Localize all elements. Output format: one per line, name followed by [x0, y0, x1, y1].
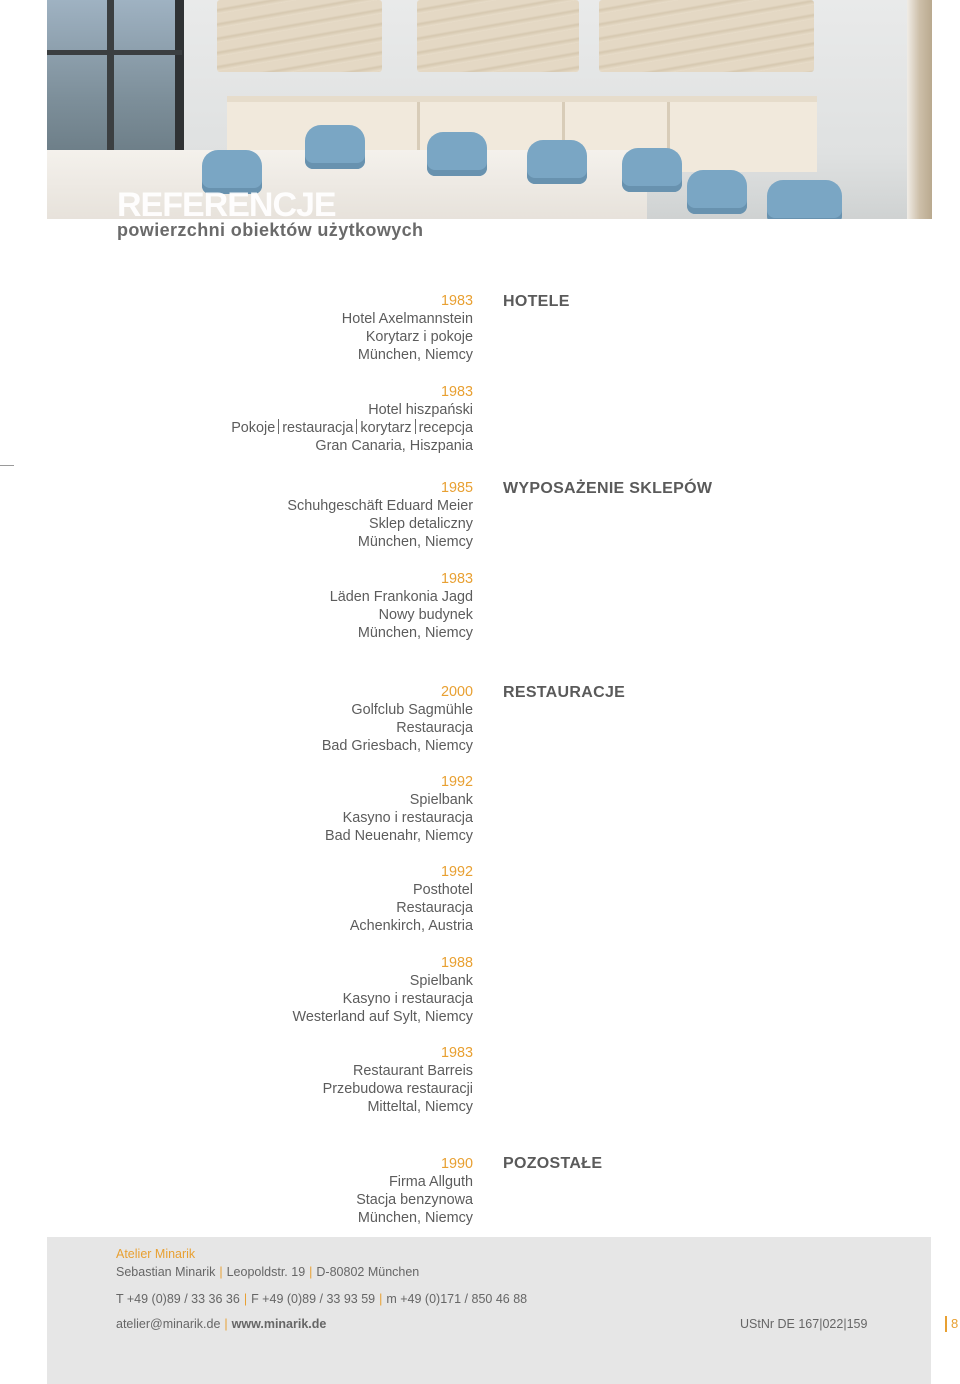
entry-scope: Kasyno i restauracja	[342, 991, 473, 1008]
entry-location: Mitteltal, Niemcy	[367, 1099, 473, 1116]
reference-entry	[53, 773, 473, 845]
chair	[427, 132, 487, 176]
reference-entry	[53, 292, 473, 364]
entry-location: München, Niemcy	[357, 534, 473, 551]
fax-number: F +49 (0)89 / 33 93 59	[251, 1292, 376, 1306]
page-title: REFERENCJE	[117, 186, 336, 224]
chair	[527, 140, 587, 184]
entry-year: 1990	[440, 1156, 473, 1172]
entry-scope: Pokoje restauracja korytarz recepcja	[231, 420, 473, 437]
margin-mark	[0, 465, 14, 466]
wall-panel	[417, 0, 579, 72]
entry-year: 1983	[440, 571, 473, 587]
page-subtitle: powierzchni obiektów użytkowych	[117, 220, 424, 240]
entry-year: 1988	[440, 955, 473, 971]
page-number-bar	[945, 1316, 947, 1332]
entry-scope: Nowy budynek	[378, 607, 473, 624]
entry-scope: Restauracja	[396, 720, 473, 737]
wall-panel	[599, 0, 814, 72]
footer-contact: atelier@minarik.de | www.minarik.de	[116, 1317, 327, 1331]
chair	[305, 125, 365, 169]
footer-tax-id: UStNr DE 167|022|159	[740, 1317, 868, 1331]
chair	[767, 180, 842, 219]
entry-location: Bad Neuenahr, Niemcy	[325, 828, 473, 845]
entry-name: Firma Allguth	[389, 1174, 473, 1191]
category-pozostale: POZOSTAŁE	[503, 1155, 603, 1172]
entry-name: Hotel Axelmannstein	[341, 311, 473, 328]
reference-entry	[53, 1155, 473, 1227]
entry-scope: Restauracja	[396, 900, 473, 917]
entry-scope: Sklep detaliczny	[369, 516, 473, 533]
reference-entry	[53, 570, 473, 642]
footer-phones: T +49 (0)89 / 33 36 36 | F +49 (0)89 / 33 93 59 | m +49 (0)171 / 850 46 88	[116, 1292, 528, 1306]
mobile-number: m +49 (0)171 / 850 46 88	[386, 1292, 528, 1306]
entry-name: Spielbank	[409, 792, 473, 809]
entry-year: 1985	[440, 480, 473, 496]
lamp	[907, 0, 932, 219]
category-wyposazenie: WYPOSAŻENIE SKLEPÓW	[503, 480, 713, 497]
entry-location: Bad Griesbach, Niemcy	[321, 738, 473, 755]
separator	[415, 419, 416, 434]
entry-year: 1983	[440, 293, 473, 309]
entry-location: Achenkirch, Austria	[349, 918, 473, 935]
entry-name: Läden Frankonia Jagd	[329, 589, 473, 606]
chair	[622, 148, 682, 192]
entry-location: München, Niemcy	[357, 347, 473, 364]
phone-number: T +49 (0)89 / 33 36 36	[116, 1292, 240, 1306]
entry-location: München, Niemcy	[357, 625, 473, 642]
page-number: 8	[951, 1316, 959, 1331]
entry-name: Golfclub Sagmühle	[351, 702, 473, 719]
entry-location: Gran Canaria, Hiszpania	[315, 438, 473, 455]
entry-year: 2000	[440, 684, 473, 700]
reference-entry	[53, 683, 473, 755]
entry-name: Spielbank	[409, 973, 473, 990]
footer-company: Atelier Minarik	[116, 1247, 196, 1261]
entry-name: Hotel hiszpański	[368, 402, 473, 419]
entry-scope: Kasyno i restauracja	[342, 810, 473, 827]
entry-year: 1992	[440, 864, 473, 880]
separator	[356, 419, 357, 434]
reference-entry	[53, 954, 473, 1026]
chair	[687, 170, 747, 214]
entry-name: Restaurant Barreis	[353, 1063, 473, 1080]
reference-entry	[53, 479, 473, 551]
entry-name: Schuhgeschäft Eduard Meier	[287, 498, 473, 515]
entry-location: München, Niemcy	[357, 1210, 473, 1227]
entry-location: Westerland auf Sylt, Niemcy	[292, 1009, 473, 1026]
separator	[278, 419, 279, 434]
entry-year: 1983	[440, 1045, 473, 1061]
category-hotele: HOTELE	[503, 293, 570, 310]
reference-entry	[53, 863, 473, 935]
entry-year: 1992	[440, 774, 473, 790]
email-link[interactable]: atelier@minarik.de	[116, 1317, 221, 1331]
category-restauracje: RESTAURACJE	[503, 684, 626, 701]
reference-entry	[53, 1044, 473, 1116]
footer-address: Sebastian Minarik | Leopoldstr. 19 | D-80802 München	[116, 1265, 420, 1279]
wall-panel	[217, 0, 382, 72]
website-link[interactable]: www.minarik.de	[231, 1317, 327, 1331]
entry-name: Posthotel	[412, 882, 473, 899]
entry-scope: Przebudowa restauracji	[322, 1081, 473, 1098]
entry-scope: Stacja benzynowa	[356, 1192, 473, 1209]
reference-entry	[53, 383, 473, 455]
entry-year: 1983	[440, 384, 473, 400]
entry-scope: Korytarz i pokoje	[365, 329, 473, 346]
